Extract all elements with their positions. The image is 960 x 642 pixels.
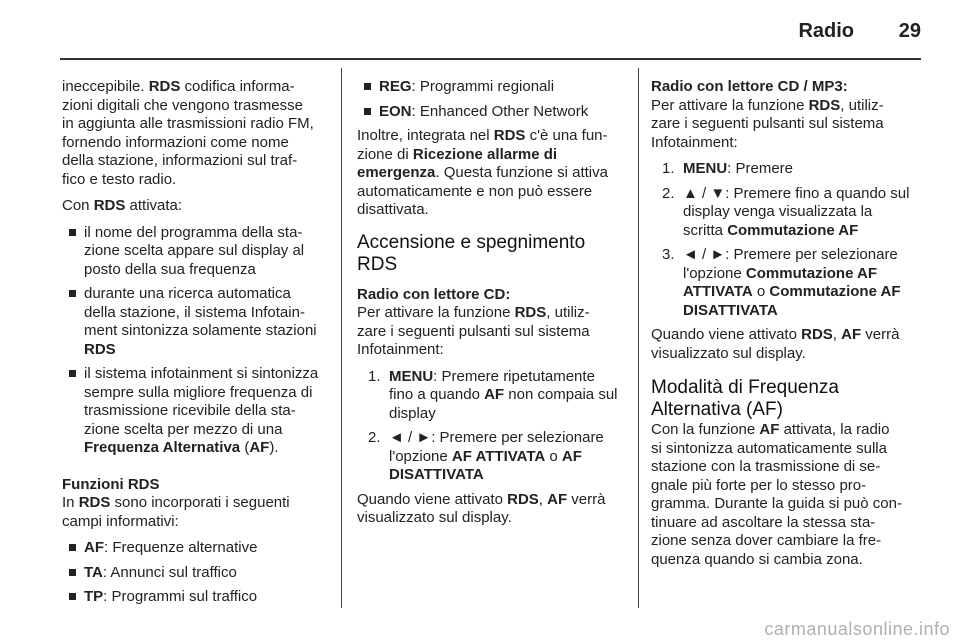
list-item: [69, 564, 326, 583]
field-code: REG: [379, 78, 412, 95]
watermark: carmanualsonline.info: [764, 619, 950, 639]
step-item: 3. ◄ / ►: Premere per selezionare l'opzione Commutazione AF ATTIVATA o Commutazione AF DISATTIVATA: [662, 246, 901, 319]
step-item: 2. ◄ / ►: Premere per selezionare l'opzione AF ATTIVATA o AF DISATTIVATA: [368, 429, 604, 483]
paragraph-emergenza: Inoltre, integrata nel RDS c'è una fun- zione di Ricezione allarme di emergenza. Questa funzione si attiva automaticamente e non può essere disattivata.: [357, 127, 608, 218]
paragraph-cd-outro: Quando viene attivato RDS, AF verrà visualizzato sul display.: [357, 490, 606, 526]
paragraph-mp3-intro: Per attivare la funzione RDS, utiliz- zare i seguenti pulsanti sul sistema Infotainment:: [651, 96, 884, 151]
list-item: [69, 539, 326, 558]
header-rule: [60, 58, 921, 60]
field-desc: : Programmi regionali: [411, 78, 555, 95]
list-item: [364, 78, 625, 97]
field-code: TA: [84, 563, 103, 581]
field-code: EON: [379, 102, 412, 120]
paragraph-funzioni-intro: In RDS sono incorporati i seguenti campi informativi:: [62, 494, 290, 530]
list-item: il sistema infotainment si sintonizza sempre sulla migliore frequenza di trasmissione ricevibile della sta- zione scelta per mezzo di una Frequenza Alternativa (AF).: [69, 365, 326, 458]
page-header: [0, 0, 960, 60]
subheading-radio-cd-mp3: Radio con lettore CD / MP3:: [651, 78, 848, 95]
rds-intro-text: ineccepibile. RDS codifica informa- zioni digitali che vengono trasmesse in aggiunta alle trasmissioni radio FM, fornendo informazioni come nome della stazione, informazioni sul traf- fico e testo radio.: [62, 78, 314, 188]
field-code: TP: [84, 588, 104, 605]
field-desc: : Enhanced Other Network: [411, 102, 589, 120]
paragraph-cd-intro: Per attivare la funzione RDS, utiliz- zare i seguenti pulsanti sul sistema Infotainment:: [357, 304, 590, 358]
column-3: [651, 78, 921, 577]
column-1: [62, 78, 326, 613]
rds-term: RDS: [93, 197, 126, 214]
column-divider-1: [341, 68, 342, 608]
paragraph-rds-intro: [62, 78, 326, 189]
field-desc: : Frequenze alternative: [104, 539, 258, 556]
paragraph-rds-active: [62, 197, 326, 216]
list-item: durante una ricerca automatica della stazione, il sistema Infotain- ment sintonizza solamente stazioni RDS: [69, 285, 326, 359]
field-desc: : Annunci sul traffico: [102, 563, 237, 581]
heading-accensione-rds: Accensione e spegnimento RDS: [357, 231, 586, 275]
step-item: 1. MENU: Premere ripetutamente fino a quando AF non compaia sul display: [368, 367, 618, 422]
column-2: [357, 78, 625, 536]
paragraph-af-body: Con la funzione AF attivata, la radio si sintonizza automaticamente sulla stazione con la trasmissione di se- gnale più forte per lo stesso pro- gramma. Durante la guida si può con- tinuare ad ascoltare la stessa sta- zione senza dover cambiare la fre- quenza quando si cambia zona.: [651, 421, 902, 568]
field-desc: : Programmi sul traffico: [103, 588, 258, 605]
page-section-title: Radio: [798, 20, 854, 42]
subheading-radio-cd: Radio con lettore CD:: [357, 285, 511, 303]
list-item: il nome del programma della sta- zione scelta appare sul display al posto della sua frequenza: [69, 224, 326, 280]
field-code: AF: [84, 539, 104, 556]
section-title-funzioni-rds: Funzioni RDS: [62, 475, 160, 493]
column-divider-2: [638, 68, 639, 608]
step-item: 1. MENU: Premere: [662, 160, 794, 177]
heading-modalita-af: Modalità di Frequenza Alternativa (AF): [651, 377, 839, 420]
step-item: 2. ▲ / ▼: Premere fino a quando sul display venga visualizzata la scritta Commutazione AF: [662, 184, 910, 239]
text: Con: [62, 197, 94, 214]
list-item: [69, 588, 326, 607]
page-number: 29: [898, 20, 921, 42]
paragraph-mp3-outro: Quando viene attivato RDS, AF verrà visualizzato sul display.: [651, 326, 900, 362]
list-item: [364, 103, 625, 122]
text: attivata:: [125, 197, 183, 214]
